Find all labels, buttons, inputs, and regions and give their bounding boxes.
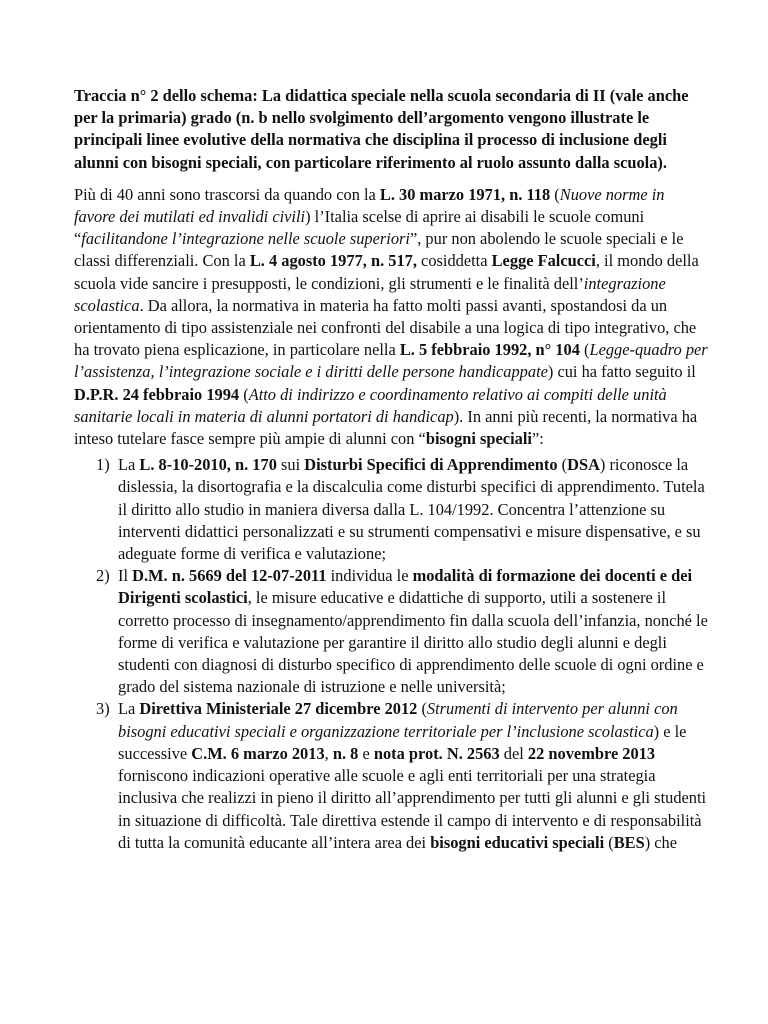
list-item-number: 1) xyxy=(96,455,110,475)
list-item: 1) La L. 8-10-2010, n. 170 sui Disturbi Specifici di Apprendimento (DSA) riconosce la dislessia, la disortografia e la discalculia come disturbi specifici di apprendimento. Tutela il diritto allo studio in maniera diversa dalla L. 104/1992. Concentra l’attenzione su interventi didattici personalizzati e su strumenti compensativi e misure dispensative, e su adeguate forme di verifica e valutazione; xyxy=(96,455,705,564)
list-item: 3) La Direttiva Ministeriale 27 dicembre 2012 (Strumenti di intervento per alunni con bisogni educativi speciali e organizzazione territoriale per l’inclusione scolastica) e le successive C.M. 6 marzo 2013, n. 8 e nota prot. N. 2563 del 22 novembre 2013 forniscono indicazioni operative alle scuole e agli enti territoriali per una strategia inclusiva che realizzi in pieno il diritto all’apprendimento per tutti gli alunni e gli studenti in situazione di difficoltà. Tale direttiva estende il campo di intervento e di responsabilità di tutta la comunità educante all’intera area dei bisogni educativi speciali (BES) che xyxy=(96,699,707,852)
list-item-number: 2) xyxy=(96,566,110,586)
intro-paragraph: Più di 40 anni sono trascorsi da quando con la L. 30 marzo 1971, n. 118 (Nuove norme in favore dei mutilati ed invalidi civili) l’Italia scelse di aprire ai disabili le scuole comuni “facilitandone l’integrazione nelle scuole superiori”, pur non abolendo le scuole speciali e le classi differenziali. Con la L. 4 agosto 1977, n. 517, cosiddetta Legge Falcucci, il mondo della scuola vide sancire i presupposti, le condizioni, gli strumenti e le finalità dell’integrazione scolastica. Da allora, la normativa in materia ha fatto molti passi avanti, spostandosi da un orientamento di tipo assistenziale nei confronti del disabile a una logica di tipo integrativo, che ha trovato piena esplicazione, in particolare nella L. 5 febbraio 1992, n° 104 (Legge-quadro per l’assistenza, l’integrazione sociale e i diritti delle persone handicappate) cui ha fatto seguito il D.P.R. 24 febbraio 1994 (Atto di indirizzo e coordinamento relativo ai compiti delle unità sanitarie locali in materia di alunni portatori di handicap). In anni più recenti, la normativa ha inteso tutelare fasce sempre più ampie di alunni con “bisogni speciali”: xyxy=(74,184,708,449)
list-item: 2) Il D.M. n. 5669 del 12-07-2011 individua le modalità di formazione dei docenti e dei Dirigenti scolastici, le misure educative e didattiche di supporto, utili a sostenere il corretto processo di insegnamento/apprendimento fin dalla scuola dell’infanzia, nonché le forme di verifica e valutazione per garantire il diritto allo studio degli alunni e degli studenti con diagnosi di disturbo specifico di apprendimento delle scuole di ogni ordine e grado del sistema nazionale di istruzione e nelle università; xyxy=(96,566,708,697)
legislation-list xyxy=(74,454,708,854)
list-item-number: 3) xyxy=(96,699,110,719)
document-heading: Traccia n° 2 dello schema: La didattica speciale nella scuola secondaria di II (vale anche per la primaria) grado (n. b nello svolgimento dell’argomento vengono illustrate le principali linee evolutive della normativa che disciplina il processo di inclusione degli alunni con bisogni speciali, con particolare riferimento al ruolo assunto dalla scuola). xyxy=(74,86,689,172)
